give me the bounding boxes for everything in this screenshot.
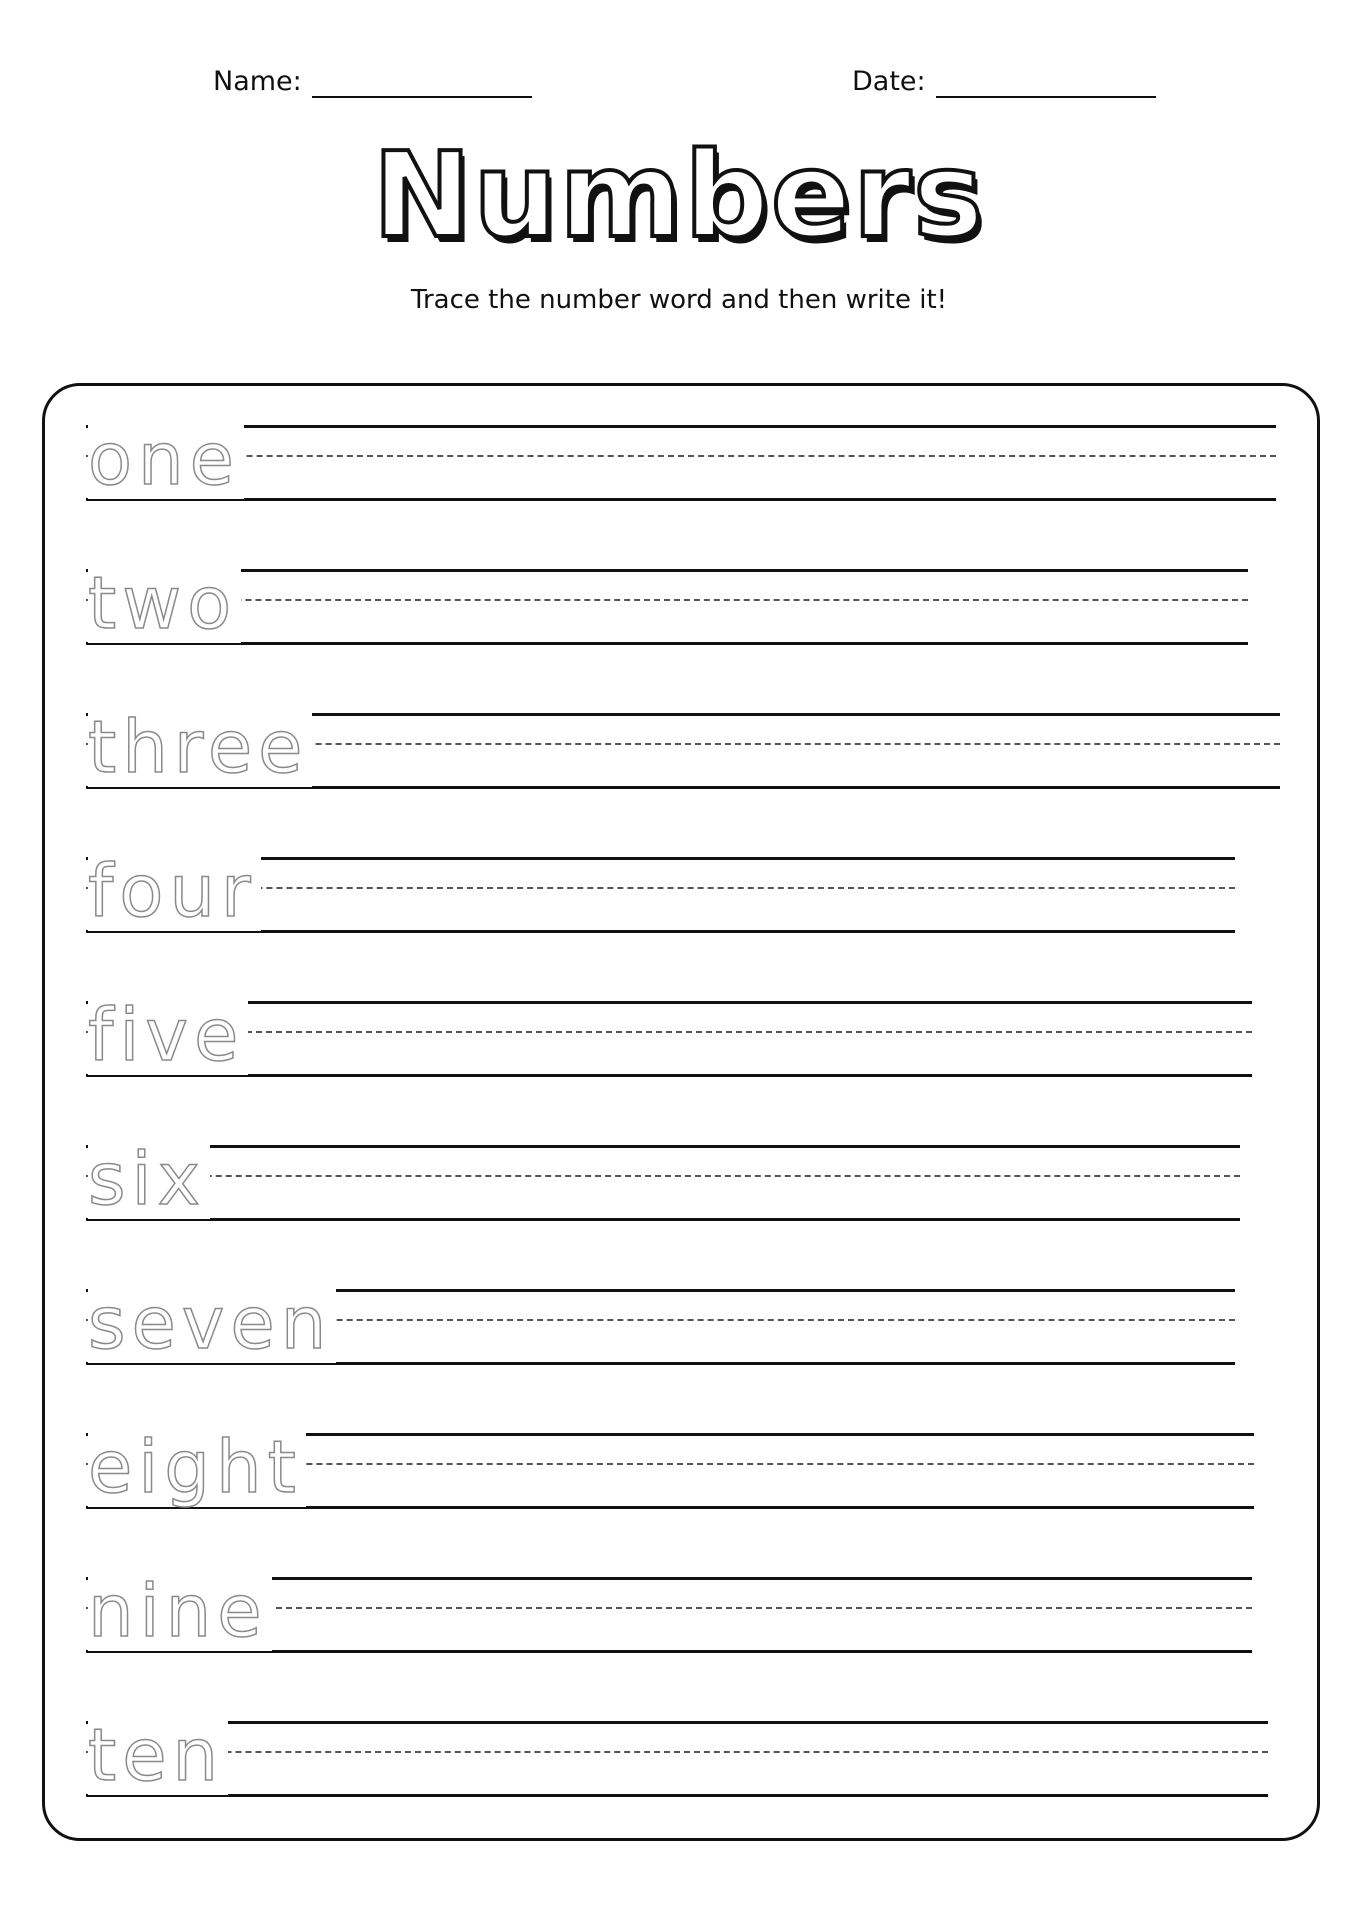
name-field[interactable] <box>213 66 532 98</box>
writing-row-nine[interactable] <box>86 1569 1252 1653</box>
name-label: Name: <box>213 66 302 97</box>
trace-word: one <box>88 419 244 499</box>
writing-row-ten[interactable] <box>86 1713 1268 1797</box>
dashed-midline <box>86 1031 1252 1033</box>
trace-word: seven <box>88 1283 336 1363</box>
dashed-midline <box>86 599 1248 601</box>
trace-word: eight <box>88 1427 306 1507</box>
writing-row-three[interactable] <box>86 705 1280 789</box>
date-field[interactable] <box>852 66 1156 98</box>
writing-row-seven[interactable] <box>86 1281 1235 1365</box>
headline <box>86 1001 1252 1004</box>
writing-row-one[interactable] <box>86 417 1276 501</box>
trace-word: four <box>88 851 261 931</box>
headline <box>86 569 1248 572</box>
name-blank-line[interactable] <box>312 66 532 98</box>
trace-word: nine <box>88 1571 272 1651</box>
trace-word: two <box>88 563 241 643</box>
date-label: Date: <box>852 66 926 97</box>
baseline <box>86 1794 1268 1797</box>
baseline <box>86 642 1248 645</box>
trace-word: five <box>88 995 248 1075</box>
headline <box>86 425 1276 428</box>
trace-word: six <box>88 1139 210 1219</box>
baseline <box>86 1218 1240 1221</box>
date-blank-line[interactable] <box>936 66 1156 98</box>
baseline <box>86 1074 1252 1077</box>
baseline <box>86 498 1276 501</box>
writing-row-five[interactable] <box>86 993 1252 1077</box>
trace-word: ten <box>88 1715 228 1795</box>
writing-row-six[interactable] <box>86 1137 1240 1221</box>
dashed-midline <box>86 455 1276 457</box>
instructions: Trace the number word and then write it! <box>410 285 948 315</box>
writing-row-eight[interactable] <box>86 1425 1254 1509</box>
dashed-midline <box>86 1751 1268 1753</box>
page-title: Numbers <box>372 126 986 264</box>
writing-row-four[interactable] <box>86 849 1235 933</box>
writing-row-two[interactable] <box>86 561 1248 645</box>
trace-word: three <box>88 707 312 787</box>
headline <box>86 1721 1268 1724</box>
dashed-midline <box>86 1175 1240 1177</box>
headline <box>86 1145 1240 1148</box>
